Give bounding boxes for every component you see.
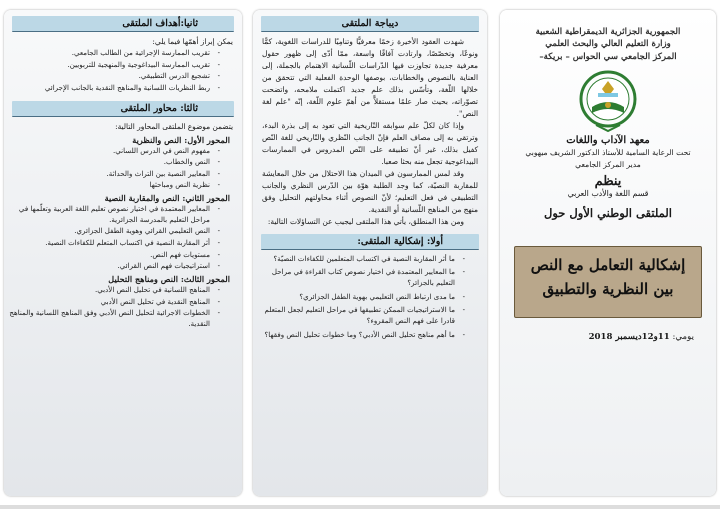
axis1-item: - المعايير النصية بين التراث والحداثة. [4,169,220,180]
problem-header: أولا: إشكالية الملتقى: [261,234,479,250]
question-item: - ما الاستراتيجيات الممكن تطبيقها في مراحل التعليم لجعل المتعلم قادرا على فهم النص المقروء؟ [253,305,465,326]
axis1-item: - مفهوم النص في الدرس اللساني. [4,146,220,157]
objectives-list [4,48,242,94]
date-value: 11و12ديسمبر 2018 [588,332,670,343]
preface-paragraph: وإذا كان لكلّ علم سوابقه التّاريخية التي تعود به إلى بذرة البدء، وترتقي به إلى مصاف العلم فإنّ الجانب النّظري والتّاريخي للغة النّص كفيل بذلك، غير أنّ تطبيقه على النّص المدروس في الممارسات البيداغوجية تجعل منه بحثا صعبا. [262,120,478,166]
university-logo-icon [578,69,638,133]
axis2-list [4,204,242,272]
topic-line-1: إشكالية التعامل مع النص [530,256,686,275]
objectives-header: ثانيا:أهداف الملتقى [12,16,234,32]
forum-title: الملتقى الوطني الأول حول [544,206,672,221]
axis2-title: المحور الثاني: النص والمقاربة النصية [104,193,230,204]
objectives-axes-panel [4,10,242,496]
topic-line-2: بين النظرية والتطبيق [542,280,674,299]
axes-header: ثالثا: محاور الملتقى [12,101,234,117]
questions-list [253,254,487,340]
republic-line: الجمهورية الجزائرية الديمقراطية الشعبية [535,27,681,37]
preface-header: ديباجة الملتقى [261,16,479,32]
axis3-list [4,285,242,330]
axis2-item: - النص التعليمي القرائي وهوية الطفل الجزائري. [4,226,220,237]
institute-title: معهد الآداب واللغات [566,135,650,147]
question-item: - ما أهم مناهج تحليل النص الأدبي؟ وما خطوات تحليل النص وفقها؟ [253,330,465,341]
patronage-line: تحت الرعاية السامية للأستاذ الدكتور الشريف ميهوبي [525,148,691,158]
objectives-intro: يمكن إبراز أهمّها فيما يلي: [152,37,233,46]
axis2-item: - المعايير المعتمدة في اختيار نصوص تعليم اللغة العربية وتعلّمها في مراحل التعليم بالمدرسة الجزائرية. [4,204,220,225]
forum-date [500,332,694,342]
topic-box [514,246,702,318]
preface-paragraph: شهدت العقود الأخيرة زخمًا معرفيًّا وتنامِيًا للدراسات اللغوية، كمًّا ونوعًا، وتخصّصًا، وارتادت آفاقًا واسعة، ممّا أدّى إلى ظهور حقول معرفية جديدة تجاوزت فيها الدّراسات اللّسانية الاهتمام بالجملة، إلى العناية بالنصوص والخطابات، بوصفها الوحدة الفعلية التي تتحقق من خلالها اللّغة، وتأسّس بذلك علم جديد اكتملت ملامحه، واتضحت تصوّراته، بحيث صار علمًا مستقلاًّ من أهمّ علوم اللّغة، إنّه "علم لغة النص". [262,37,478,118]
axes-intro: يتضمن موضوع الملتقى المحاور التالية: [115,121,233,131]
axis3-title: المحور الثالث: النص ومناهج التحليل [108,273,230,284]
objective-item: - تشجيع الدرس التطبيقي. [4,71,220,82]
preface-paragraph: وقد لمس الممارسون في الميدان هذا الاحتلال من خلال المعايشة للمقاربة النصيّة، كما وجد الطلبة هوّة بين الدّرس النظري والجانب التطبيقي في فعل التعليم؛ لأنّ النصوص أثناء محاولتهم التحليل وفق منهج من المناهج اللّسانية أو النقدية. [262,168,478,214]
objective-item: - تقريب الممارسة البيداغوجية والمنهجية للتربويين. [4,60,220,71]
axis3-item: - المناهج اللسانية في تحليل النص الأدبي. [4,285,220,296]
axis1-item: - النص والخطاب. [4,157,220,168]
center-line: المركز الجامعي سي الحواس – بريكة– [539,51,677,62]
axis2-item: - مستويات فهم النص. [4,250,220,261]
axis3-item: - الخطوات الاجرائية لتحليل النص الأدبي وفق المناهج اللسانية والمناهج النقدية. [4,308,220,329]
preface-paragraph: ومن هذا المنطلق، يأتي هذا الملتقى ليجيب عن التساؤلات التالية: [267,216,464,226]
axis1-title: المحور الأول: النص والنظرية [132,134,230,145]
axis2-item: - استراتيجيات فهم النص القرائي. [4,261,220,272]
director-line: مدير المركز الجامعي [575,160,641,170]
question-item: - ما مدى ارتباط النص التعليمي بهوية الطفل الجزائري؟ [253,292,465,303]
objective-item: - ربط النظريات اللسانية والمناهج النقدية بالجانب الإجرائي [4,83,220,94]
ministry-line: وزارة التعليم العالي والبحث العلمي [545,39,671,50]
axis2-item: - أثر المقاربة النصية في اكتساب المتعلم للكفاءات النصية. [4,238,220,249]
question-item: - ما المعايير المعتمدة في اختيار نصوص كتاب القراءة في مراحل التعليم بالجزائر؟ [253,267,465,288]
cover-panel [500,10,716,496]
question-item: - ما أثر المقاربة النصية في اكتساب المتعلمين للكفاءات النصيّة؟ [253,254,465,265]
page-bottom-shadow [0,505,720,509]
objective-item: - تقريب الممارسة الإجرائية من الطالب الجامعي. [4,48,220,59]
axis1-list [4,146,242,192]
organizes-label: ينظم [594,174,622,190]
axis1-item: - نظرية النص ومباحثها [4,180,220,191]
date-label: يومي: [672,332,694,343]
preface-panel [253,10,487,496]
department-line: قسم اللغة والأدب العربي [567,189,649,199]
axis3-item: - المناهج النقدية في تحليل النص الأدبي [4,297,220,308]
